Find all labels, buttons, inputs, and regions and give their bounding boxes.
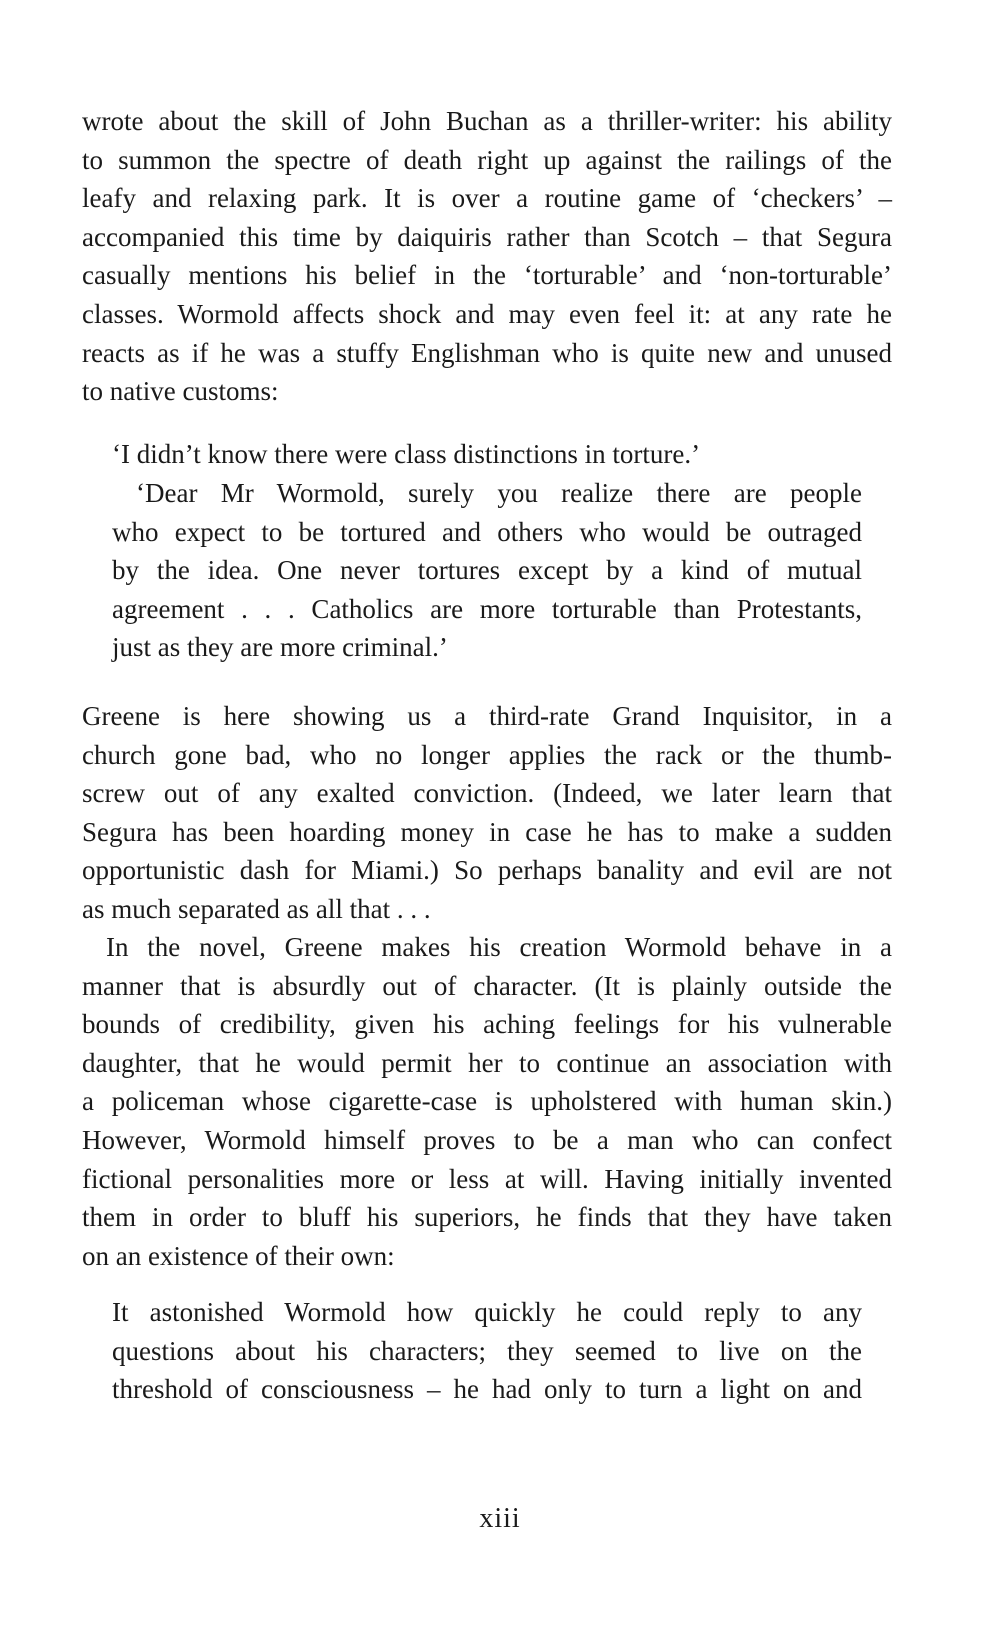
text-line: However, Wormold himself proves to be a man who can confect bbox=[82, 1124, 892, 1155]
text-line: leafy and relaxing park. It is over a routine game of ‘checkers’ – bbox=[82, 183, 892, 214]
text-line: fictional personalities more or less at will. Having initially invented bbox=[82, 1163, 892, 1194]
text-line: who expect to be tortured and others who would be outraged bbox=[112, 516, 862, 547]
block-quote-3 bbox=[112, 1293, 862, 1409]
text-line: as much separated as all that . . . bbox=[82, 893, 431, 924]
text-line: Greene is here showing us a third-rate Grand Inquisitor, in a bbox=[82, 701, 892, 731]
text-line: opportunistic dash for Miami.) So perhaps banality and evil are not bbox=[82, 855, 892, 886]
body-paragraph-1 bbox=[82, 102, 892, 411]
text-line: manner that is absurdly out of character. (It is plainly outside the bbox=[82, 970, 892, 1001]
text-line: screw out of any exalted conviction. (Indeed, we later learn that bbox=[82, 778, 892, 809]
body-paragraph-3 bbox=[82, 928, 892, 1275]
text-line: reacts as if he was a stuffy Englishman who is quite new and unused bbox=[82, 337, 892, 368]
text-line: threshold of consciousness – he had only to turn a light on and bbox=[112, 1374, 862, 1405]
text-line: daughter, that he would permit her to continue an association with bbox=[82, 1047, 892, 1078]
text-line: casually mentions his belief in the ‘torturable’ and ‘non-torturable’ bbox=[82, 260, 892, 291]
text-line: church gone bad, who no longer applies the rack or the thumb- bbox=[82, 739, 892, 770]
text-line: by the idea. One never tortures except by a kind of mutual bbox=[112, 555, 862, 586]
text-line: to native customs: bbox=[82, 376, 279, 407]
text-line: on an existence of their own: bbox=[82, 1240, 395, 1271]
text-line: In the novel, Greene makes his creation Wormold behave in a bbox=[106, 932, 892, 962]
block-quote-1 bbox=[112, 435, 862, 474]
text-line: bounds of credibility, given his aching feelings for his vulnerable bbox=[82, 1009, 892, 1040]
text-line: a policeman whose cigarette-case is upholstered with human skin.) bbox=[82, 1086, 892, 1117]
text-line: ‘Dear Mr Wormold, surely you realize there are people bbox=[136, 478, 862, 508]
page-number: xiii bbox=[479, 1503, 521, 1534]
text-line: accompanied this time by daiquiris rather than Scotch – that Segura bbox=[82, 221, 892, 252]
text-line: agreement . . . Catholics are more torturable than Protestants, bbox=[112, 593, 862, 624]
body-paragraph-2 bbox=[82, 697, 892, 929]
text-line: wrote about the skill of John Buchan as a thriller-writer: his ability bbox=[82, 106, 892, 136]
text-line: to summon the spectre of death right up against the railings of the bbox=[82, 144, 892, 175]
block-quote-2 bbox=[112, 474, 862, 667]
text-line: Segura has been hoarding money in case he has to make a sudden bbox=[82, 816, 892, 847]
text-line: classes. Wormold affects shock and may even feel it: at any rate he bbox=[82, 298, 892, 329]
text-line: ‘I didn’t know there were class distinctions in torture.’ bbox=[112, 439, 701, 469]
text-line: It astonished Wormold how quickly he could reply to any bbox=[112, 1297, 862, 1327]
text-line: just as they are more criminal.’ bbox=[112, 632, 448, 663]
text-line: questions about his characters; they seemed to live on the bbox=[112, 1335, 862, 1366]
text-line: them in order to bluff his superiors, he finds that they have taken bbox=[82, 1202, 892, 1233]
